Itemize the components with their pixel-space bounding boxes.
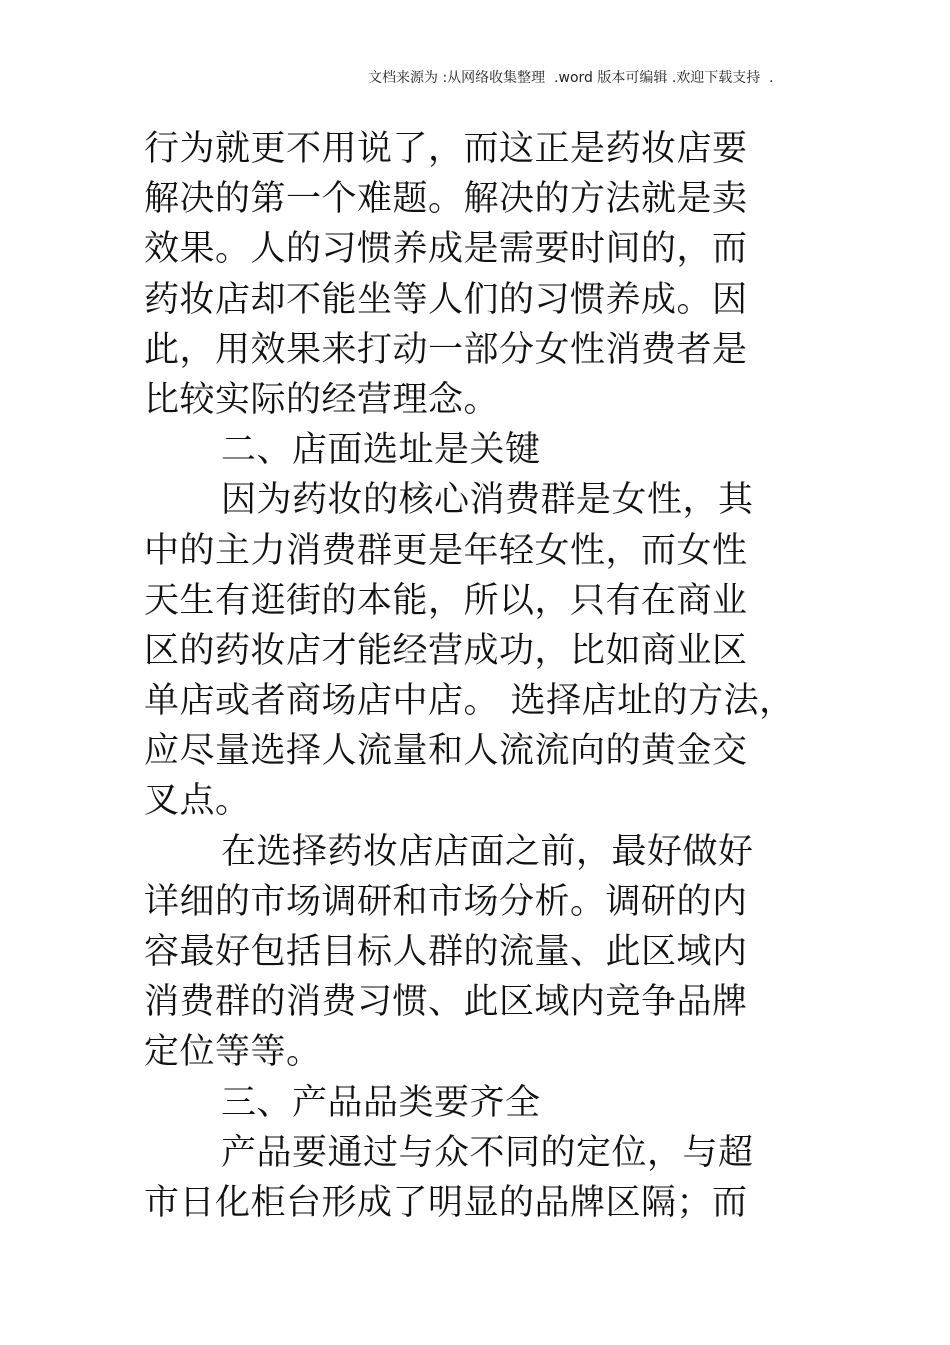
text-line: 市日化柜台形成了明显的品牌区隔；而	[144, 1182, 748, 1223]
text-line: 此，用效果来打动一部分女性消费者是	[144, 329, 748, 370]
text-line: 应尽量选择人流量和人流流向的黄金交	[144, 731, 748, 772]
document-body	[144, 124, 795, 1228]
text-line: 详细的市场调研和市场分析。调研的内	[144, 881, 748, 922]
text-line: 天生有逛街的本能，所以，只有在商业	[144, 580, 748, 621]
text-line: 产品要通过与众不同的定位，与超	[221, 1132, 754, 1173]
section-heading: 二、店面选址是关键	[221, 430, 541, 471]
text-line: 比较实际的经营理念。	[144, 379, 500, 420]
text-line: 效果。人的习惯养成是需要时间的，而	[144, 229, 748, 270]
text-line: 中的主力消费群更是年轻女性，而女性	[144, 530, 748, 571]
text-line: 行为就更不用说了，而这正是药妆店要	[144, 129, 748, 169]
text-line: 药妆店却不能坐等人们的习惯养成。因	[144, 279, 748, 320]
text-line: 区的药妆店才能经营成功，比如商业区	[144, 630, 748, 671]
text-line: 解决的第一个难题。解决的方法就是卖	[144, 179, 748, 220]
text-line: 叉点。	[144, 781, 251, 822]
text-line: 因为药妆的核心消费群是女性，其	[221, 480, 754, 521]
text-line: 单店或者商场店中店。 选择店址的方法，	[144, 681, 795, 722]
section-heading: 三、产品品类要齐全	[221, 1082, 541, 1123]
text-line: 容最好包括目标人群的流量、此区域内	[144, 932, 748, 972]
text-line: 定位等等。	[144, 1032, 322, 1073]
text-line: 消费群的消费习惯、此区域内竞争品牌	[144, 982, 748, 1023]
text-line: 在选择药妆店店面之前，最好做好	[221, 831, 754, 872]
page-header: 文档来源为 :从网络收集整理 .word 版本可编辑 .欢迎下载支持 .	[368, 70, 774, 86]
